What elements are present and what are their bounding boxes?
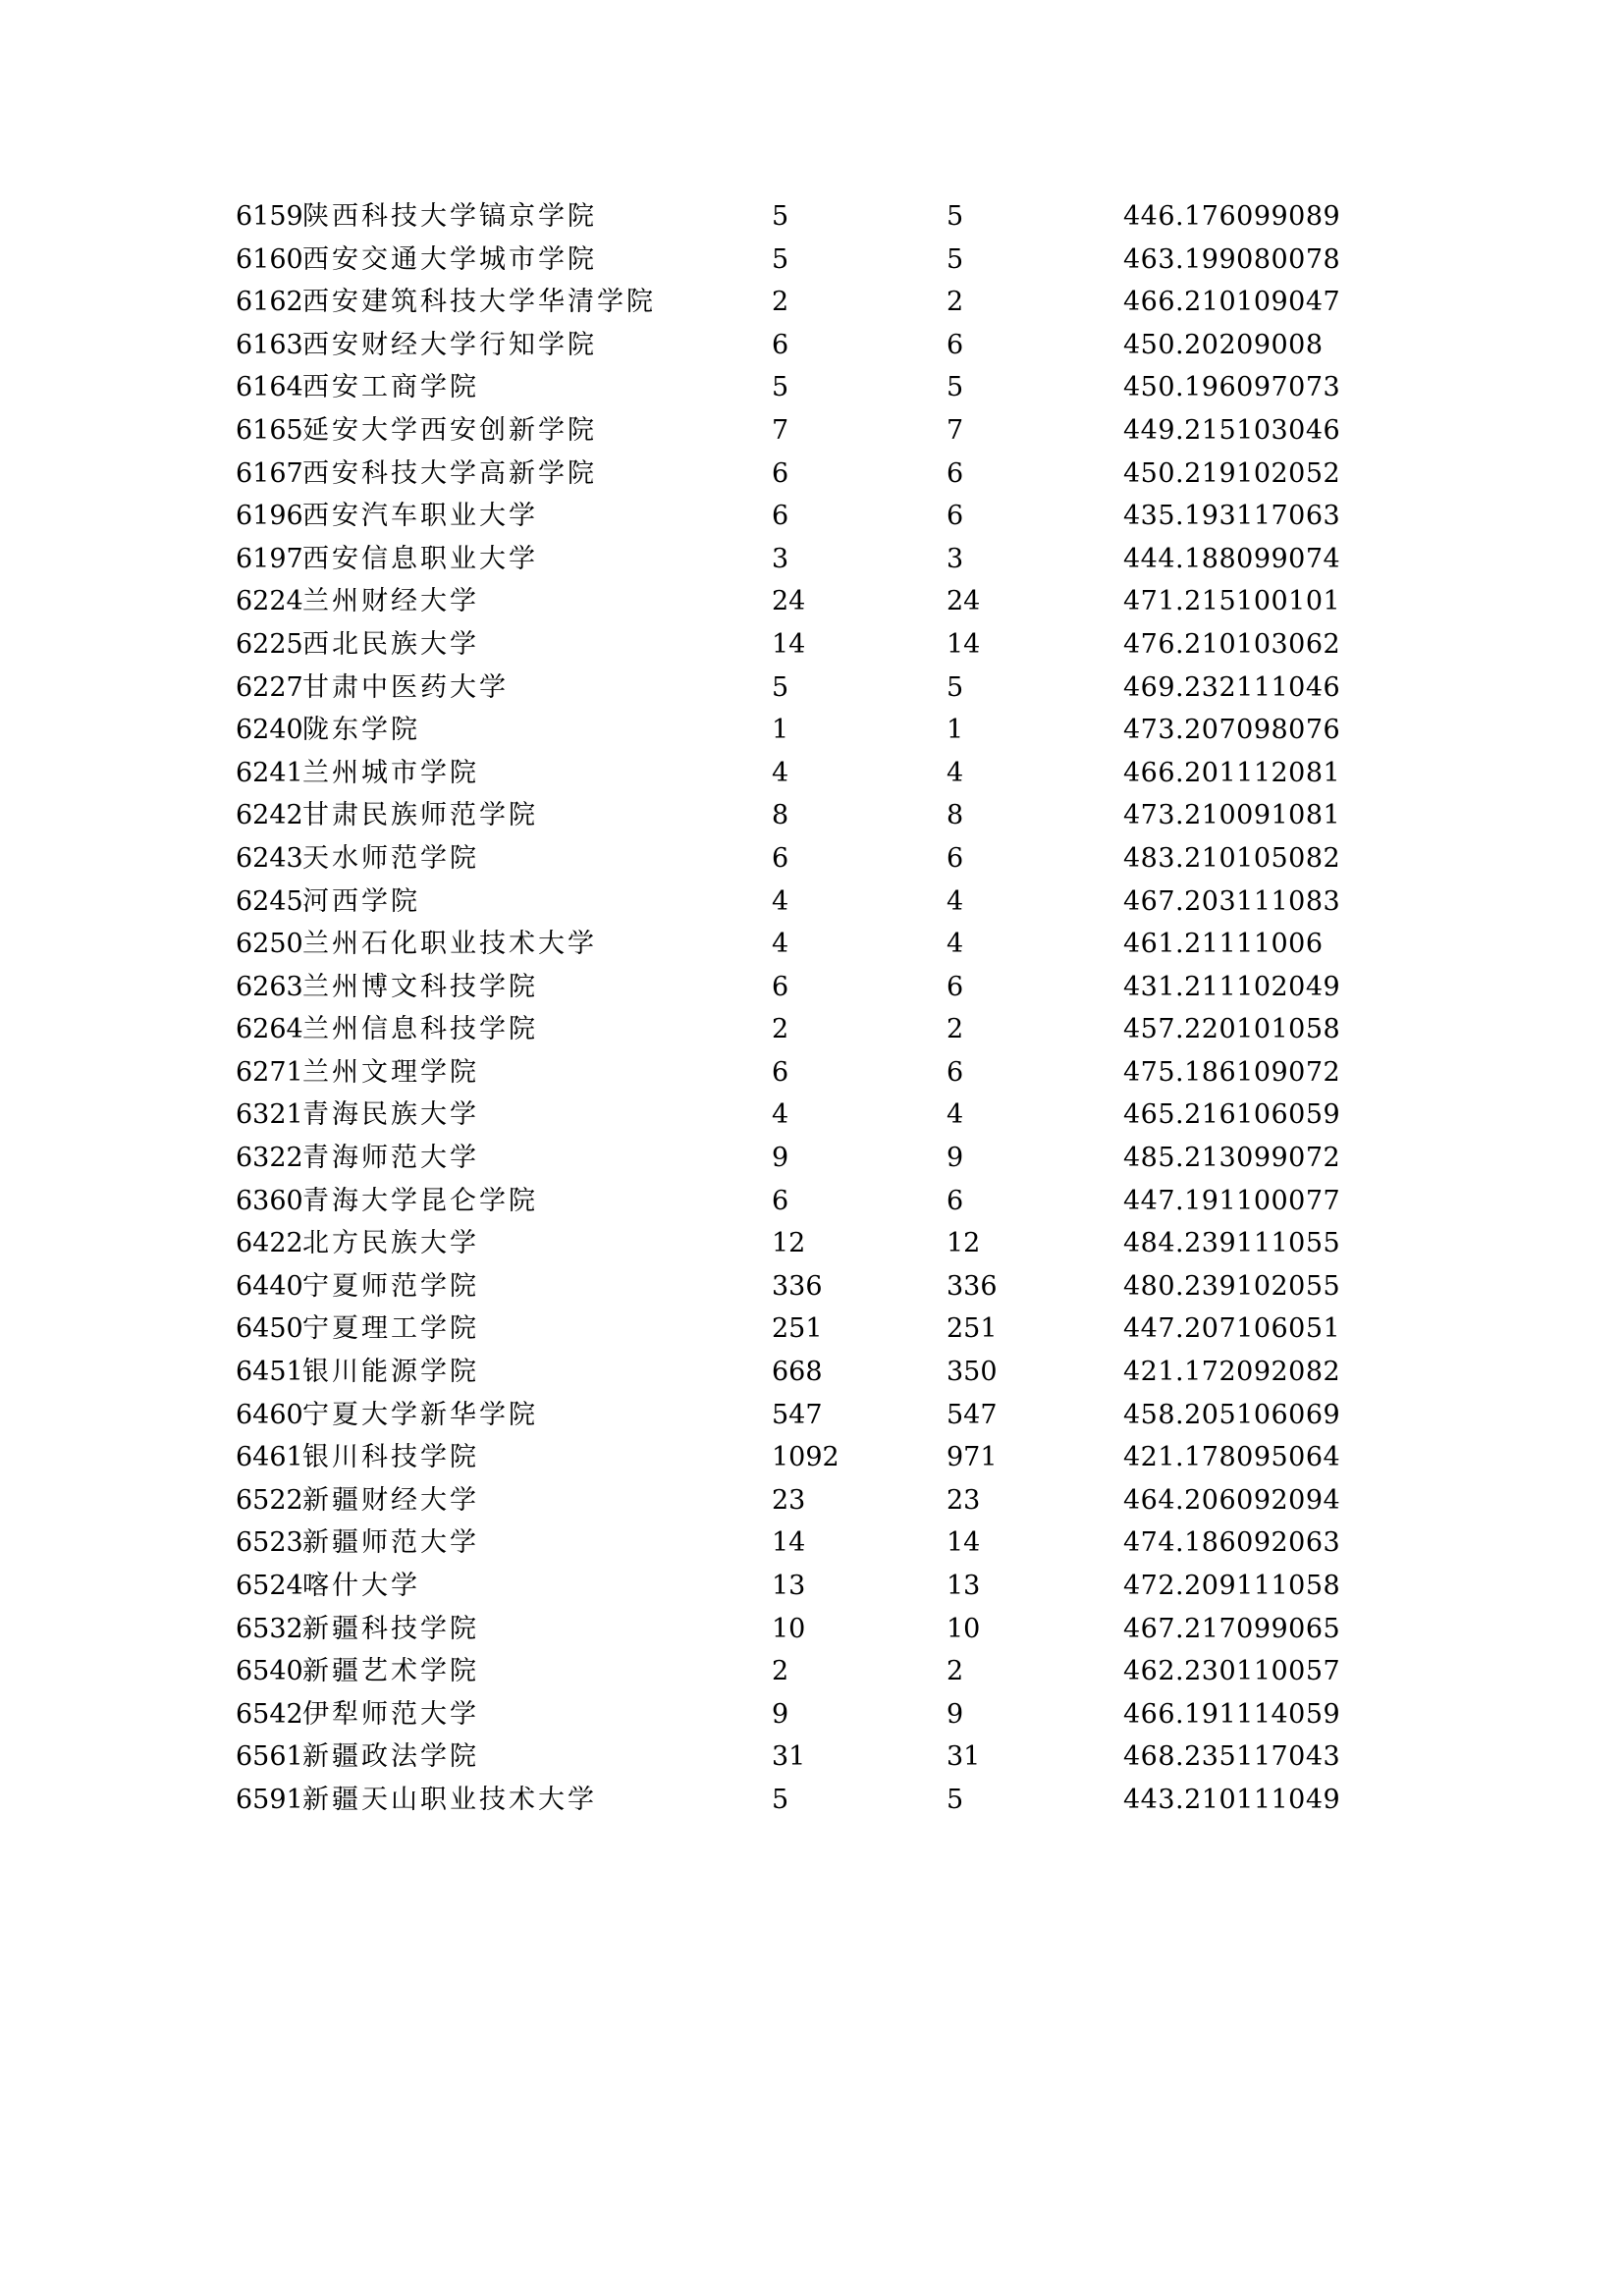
school-name: 喀什大学 [302,1571,420,1601]
table-row [236,324,1365,367]
table-row [236,1351,1365,1394]
plan-count: 2 [772,287,789,318]
school-code: 6540 [236,1656,303,1687]
school-name: 西安工商学院 [302,372,479,403]
table-row [236,1180,1365,1223]
admitted-count: 6 [947,329,964,360]
plan-count: 6 [772,971,789,1002]
admitted-count: 14 [947,1527,981,1559]
min-score: 474.186092063 [1123,1527,1341,1559]
school-name: 新疆科技学院 [302,1613,479,1644]
table-row [236,538,1365,581]
school-code: 6322 [236,1143,303,1174]
table-row [236,1008,1365,1051]
admitted-count: 5 [947,201,964,232]
school-code: 6165 [236,414,303,446]
plan-count: 4 [772,1099,789,1131]
admitted-count: 971 [947,1442,998,1473]
admitted-count: 9 [947,1143,964,1174]
table-row [236,239,1365,282]
min-score: 450.219102052 [1123,457,1341,489]
min-score: 480.239102055 [1123,1270,1341,1302]
admitted-count: 8 [947,800,964,831]
school-name: 甘肃中医药大学 [302,671,509,703]
school-name: 延安大学西安创新学院 [302,414,597,446]
min-score: 467.217099065 [1123,1613,1341,1644]
table-row [236,1394,1365,1437]
school-name: 兰州信息科技学院 [302,1014,538,1045]
admitted-count: 5 [947,1784,964,1815]
school-name: 兰州博文科技学院 [302,971,538,1002]
plan-count: 5 [772,201,789,232]
plan-count: 6 [772,1056,789,1088]
admission-table [236,195,1365,1822]
admitted-count: 31 [947,1741,981,1773]
school-name: 新疆财经大学 [302,1484,479,1516]
school-code: 6243 [236,842,303,874]
school-code: 6321 [236,1099,303,1131]
min-score: 468.235117043 [1123,1741,1341,1773]
admitted-count: 7 [947,414,964,446]
table-row [236,837,1365,881]
table-row [236,1436,1365,1479]
table-row [236,1693,1365,1736]
plan-count: 6 [772,329,789,360]
plan-count: 4 [772,757,789,788]
admitted-count: 2 [947,1014,964,1045]
table-row [236,1735,1365,1779]
school-name: 宁夏理工学院 [302,1313,479,1345]
admitted-count: 547 [947,1399,998,1430]
school-name: 兰州文理学院 [302,1056,479,1088]
table-row [236,1265,1365,1308]
admitted-count: 251 [947,1313,998,1345]
plan-count: 5 [772,372,789,403]
plan-count: 2 [772,1014,789,1045]
admitted-count: 6 [947,842,964,874]
school-name: 西安财经大学行知学院 [302,329,597,360]
school-code: 6163 [236,329,303,360]
plan-count: 23 [772,1484,806,1516]
admitted-count: 2 [947,287,964,318]
admitted-count: 23 [947,1484,981,1516]
table-row [236,794,1365,837]
min-score: 449.215103046 [1123,414,1341,446]
min-score: 457.220101058 [1123,1014,1341,1045]
plan-count: 6 [772,457,789,489]
school-name: 西安建筑科技大学华清学院 [302,287,656,318]
min-score: 435.193117063 [1123,501,1341,532]
school-name: 西安交通大学城市学院 [302,243,597,275]
school-code: 6532 [236,1613,303,1644]
plan-count: 13 [772,1571,806,1601]
school-name: 新疆天山职业技术大学 [302,1784,597,1815]
school-name: 青海民族大学 [302,1099,479,1131]
school-code: 6523 [236,1527,303,1559]
admitted-count: 13 [947,1571,981,1601]
school-name: 天水师范学院 [302,842,479,874]
min-score: 444.188099074 [1123,543,1341,574]
plan-count: 9 [772,1698,789,1730]
min-score: 421.172092082 [1123,1357,1341,1388]
table-row [236,1608,1365,1651]
plan-count: 6 [772,842,789,874]
school-name: 兰州城市学院 [302,757,479,788]
admitted-count: 6 [947,1185,964,1216]
table-row [236,623,1365,667]
school-name: 北方民族大学 [302,1228,479,1259]
table-row [236,966,1365,1009]
school-code: 6159 [236,201,303,232]
school-name: 新疆师范大学 [302,1527,479,1559]
table-row [236,409,1365,453]
plan-count: 24 [772,586,806,617]
table-row [236,495,1365,538]
admitted-count: 6 [947,971,964,1002]
school-name: 青海师范大学 [302,1143,479,1174]
school-code: 6422 [236,1228,303,1259]
school-name: 银川能源学院 [302,1357,479,1388]
school-code: 6162 [236,287,303,318]
min-score: 475.186109072 [1123,1056,1341,1088]
school-code: 6197 [236,543,303,574]
school-name: 宁夏师范学院 [302,1270,479,1302]
school-code: 6264 [236,1014,303,1045]
school-code: 6440 [236,1270,303,1302]
table-row [236,667,1365,710]
school-name: 西北民族大学 [302,628,479,660]
school-code: 6227 [236,671,303,703]
table-row [236,1522,1365,1565]
plan-count: 5 [772,671,789,703]
min-score: 469.232111046 [1123,671,1341,703]
plan-count: 7 [772,414,789,446]
school-name: 甘肃民族师范学院 [302,800,538,831]
admitted-count: 5 [947,671,964,703]
school-name: 宁夏大学新华学院 [302,1399,538,1430]
min-score: 476.210103062 [1123,628,1341,660]
table-row [236,1094,1365,1137]
plan-count: 668 [772,1357,823,1388]
table-row [236,1137,1365,1180]
min-score: 443.210111049 [1123,1784,1341,1815]
admitted-count: 9 [947,1698,964,1730]
admitted-count: 12 [947,1228,981,1259]
table-row [236,580,1365,623]
admitted-count: 336 [947,1270,998,1302]
plan-count: 1092 [772,1442,839,1473]
admitted-count: 14 [947,628,981,660]
min-score: 484.239111055 [1123,1228,1341,1259]
table-row [236,1565,1365,1608]
min-score: 450.20209008 [1123,329,1324,360]
school-name: 伊犁师范大学 [302,1698,479,1730]
plan-count: 31 [772,1741,806,1773]
min-score: 447.191100077 [1123,1185,1341,1216]
school-code: 6461 [236,1442,303,1473]
min-score: 485.213099072 [1123,1143,1341,1174]
school-name: 西安汽车职业大学 [302,501,538,532]
table-row [236,281,1365,324]
plan-count: 336 [772,1270,823,1302]
admitted-count: 4 [947,929,964,960]
admitted-count: 1 [947,715,964,746]
min-score: 450.196097073 [1123,372,1341,403]
admitted-count: 24 [947,586,981,617]
plan-count: 10 [772,1613,806,1644]
admitted-count: 350 [947,1357,998,1388]
school-code: 6225 [236,628,303,660]
plan-count: 9 [772,1143,789,1174]
min-score: 462.230110057 [1123,1656,1341,1687]
min-score: 473.210091081 [1123,800,1341,831]
min-score: 467.203111083 [1123,885,1341,917]
school-name: 新疆政法学院 [302,1741,479,1773]
school-code: 6271 [236,1056,303,1088]
plan-count: 14 [772,628,806,660]
table-row [236,752,1365,795]
school-code: 6542 [236,1698,303,1730]
table-row [236,881,1365,924]
admitted-count: 10 [947,1613,981,1644]
table-row [236,923,1365,966]
admitted-count: 4 [947,1099,964,1131]
plan-count: 5 [772,1784,789,1815]
school-code: 6240 [236,715,303,746]
school-code: 6450 [236,1313,303,1345]
plan-count: 8 [772,800,789,831]
school-code: 6160 [236,243,303,275]
school-name: 兰州财经大学 [302,586,479,617]
plan-count: 5 [772,243,789,275]
plan-count: 547 [772,1399,823,1430]
table-row [236,1479,1365,1522]
table-row [236,195,1365,239]
min-score: 483.210105082 [1123,842,1341,874]
min-score: 466.191114059 [1123,1698,1341,1730]
admitted-count: 4 [947,885,964,917]
school-code: 6460 [236,1399,303,1430]
admitted-count: 2 [947,1656,964,1687]
school-name: 西安科技大学高新学院 [302,457,597,489]
min-score: 447.207106051 [1123,1313,1341,1345]
plan-count: 12 [772,1228,806,1259]
table-row [236,366,1365,409]
school-name: 银川科技学院 [302,1442,479,1473]
school-code: 6524 [236,1571,303,1601]
school-code: 6241 [236,757,303,788]
school-code: 6167 [236,457,303,489]
min-score: 464.206092094 [1123,1484,1341,1516]
table-row [236,1051,1365,1095]
min-score: 466.201112081 [1123,757,1341,788]
school-name: 西安信息职业大学 [302,543,538,574]
min-score: 458.205106069 [1123,1399,1341,1430]
admitted-count: 5 [947,243,964,275]
school-code: 6224 [236,586,303,617]
plan-count: 1 [772,715,789,746]
admitted-count: 6 [947,457,964,489]
table-row [236,1650,1365,1693]
school-code: 6242 [236,800,303,831]
plan-count: 4 [772,885,789,917]
min-score: 473.207098076 [1123,715,1341,746]
table-row [236,453,1365,496]
plan-count: 6 [772,501,789,532]
school-name: 兰州石化职业技术大学 [302,929,597,960]
min-score: 466.210109047 [1123,287,1341,318]
min-score: 461.21111006 [1123,929,1324,960]
min-score: 471.215100101 [1123,586,1341,617]
school-code: 6263 [236,971,303,1002]
admitted-count: 4 [947,757,964,788]
school-code: 6164 [236,372,303,403]
min-score: 421.178095064 [1123,1442,1341,1473]
table-row [236,1779,1365,1822]
admitted-count: 6 [947,501,964,532]
school-code: 6250 [236,929,303,960]
admitted-count: 5 [947,372,964,403]
school-name: 陕西科技大学镐京学院 [302,201,597,232]
table-row [236,1308,1365,1351]
school-name: 新疆艺术学院 [302,1656,479,1687]
plan-count: 4 [772,929,789,960]
school-code: 6245 [236,885,303,917]
plan-count: 14 [772,1527,806,1559]
school-code: 6591 [236,1784,303,1815]
school-code: 6360 [236,1185,303,1216]
school-code: 6522 [236,1484,303,1516]
plan-count: 251 [772,1313,823,1345]
school-code: 6561 [236,1741,303,1773]
min-score: 465.216106059 [1123,1099,1341,1131]
school-name: 青海大学昆仑学院 [302,1185,538,1216]
admitted-count: 6 [947,1056,964,1088]
school-name: 河西学院 [302,885,420,917]
min-score: 463.199080078 [1123,243,1341,275]
school-code: 6196 [236,501,303,532]
min-score: 472.209111058 [1123,1571,1341,1601]
plan-count: 3 [772,543,789,574]
min-score: 446.176099089 [1123,201,1341,232]
admitted-count: 3 [947,543,964,574]
min-score: 431.211102049 [1123,971,1341,1002]
table-row [236,709,1365,752]
plan-count: 6 [772,1185,789,1216]
school-name: 陇东学院 [302,715,420,746]
plan-count: 2 [772,1656,789,1687]
school-code: 6451 [236,1357,303,1388]
table-row [236,1222,1365,1265]
